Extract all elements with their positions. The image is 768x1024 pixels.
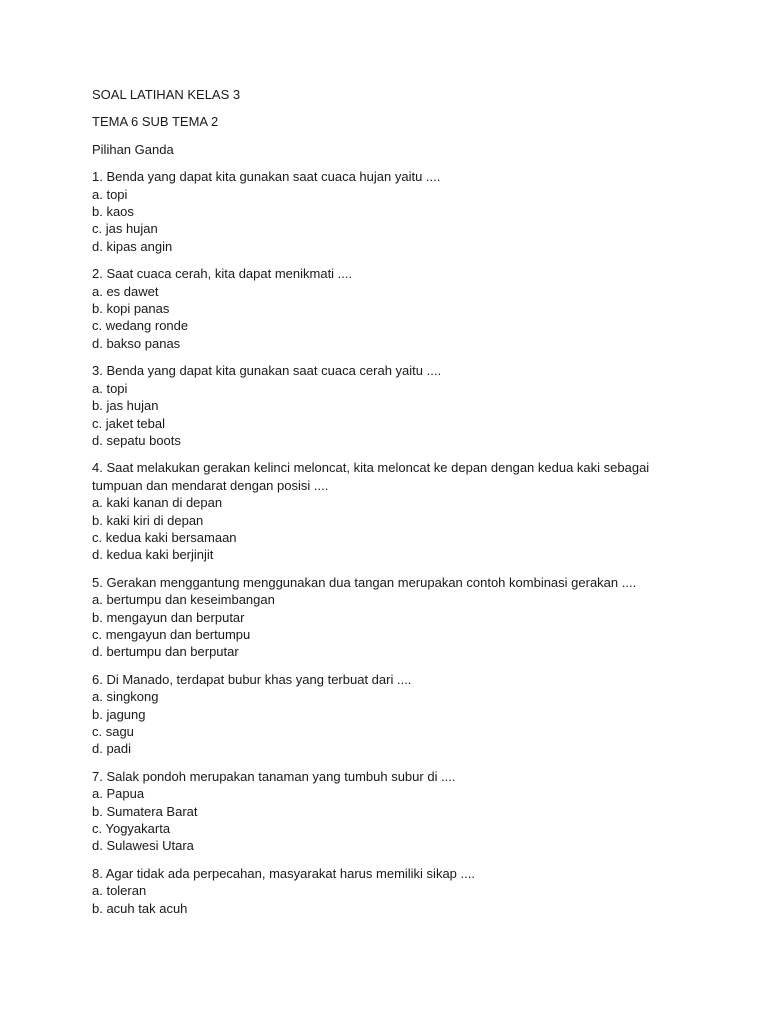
question-list [92, 168, 692, 917]
question-text: 7. Salak pondoh merupakan tanaman yang tumbuh subur di .... [92, 768, 456, 784]
answer-option: c. sagu [92, 724, 134, 739]
document-title: SOAL LATIHAN KELAS 3 [92, 87, 241, 102]
question-block [92, 865, 692, 917]
answer-option: a. topi [92, 380, 128, 396]
answer-option: d. kipas angin [92, 238, 173, 254]
answer-option: b. kopi panas [92, 301, 170, 317]
question-block [92, 768, 692, 855]
answer-option: a. bertumpu dan keseimbangan [92, 592, 275, 608]
answer-option: c. jaket tebal [92, 415, 165, 431]
answer-option: b. mengayun dan berputar [92, 609, 245, 625]
question-block [92, 459, 692, 563]
question-text: 3. Benda yang dapat kita gunakan saat cuaca cerah yaitu .... [92, 363, 442, 379]
answer-option: d. sepatu boots [92, 432, 181, 448]
answer-option: a. toleran [92, 883, 147, 899]
document-subtitle: TEMA 6 SUB TEMA 2 [92, 114, 219, 130]
question-text: 6. Di Manado, terdapat bubur khas yang terbuat dari .... [92, 671, 412, 687]
document-content [92, 86, 692, 927]
answer-option: d. padi [92, 741, 132, 757]
question-block [92, 362, 692, 449]
question-text: 1. Benda yang dapat kita gunakan saat cuaca hujan yaitu .... [92, 169, 441, 185]
answer-option: a. topi [92, 186, 128, 202]
answer-option: a. kaki kanan di depan [92, 495, 223, 511]
question-block [92, 168, 692, 255]
question-block [92, 574, 692, 661]
question-block [92, 265, 692, 352]
answer-option: b. kaki kiri di depan [92, 512, 204, 528]
answer-option: d. bakso panas [92, 335, 181, 351]
question-text: 2. Saat cuaca cerah, kita dapat menikmati .... [92, 266, 353, 282]
answer-option: c. kedua kaki bersamaan [92, 529, 237, 545]
answer-option: d. Sulawesi Utara [92, 838, 194, 854]
answer-option: b. jas hujan [92, 398, 159, 414]
answer-option: b. kaos [92, 204, 134, 220]
answer-option: d. bertumpu dan berputar [92, 644, 239, 660]
answer-option: d. kedua kaki berjinjit [92, 547, 214, 563]
question-text: 5. Gerakan menggantung menggunakan dua tangan merupakan contoh kombinasi gerakan .... [92, 574, 637, 590]
section-label: Pilihan Ganda [92, 141, 174, 157]
answer-option: c. mengayun dan bertumpu [92, 626, 251, 642]
answer-option: c. jas hujan [92, 221, 158, 237]
answer-option: a. es dawet [92, 283, 159, 299]
question-text: 4. Saat melakukan gerakan kelinci meloncat, kita meloncat ke depan dengan kedua kaki sebagai tumpuan dan mendarat dengan posisi .... [92, 460, 650, 493]
answer-option: b. acuh tak acuh [92, 900, 188, 916]
question-block [92, 671, 692, 758]
answer-option: a. Papua [92, 786, 145, 802]
question-text: 8. Agar tidak ada perpecahan, masyarakat harus memiliki sikap .... [92, 865, 475, 881]
answer-option: c. wedang ronde [92, 318, 189, 334]
answer-option: b. Sumatera Barat [92, 803, 198, 819]
answer-option: b. jagung [92, 706, 146, 722]
answer-option: a. singkong [92, 689, 159, 705]
answer-option: c. Yogyakarta [92, 821, 171, 837]
